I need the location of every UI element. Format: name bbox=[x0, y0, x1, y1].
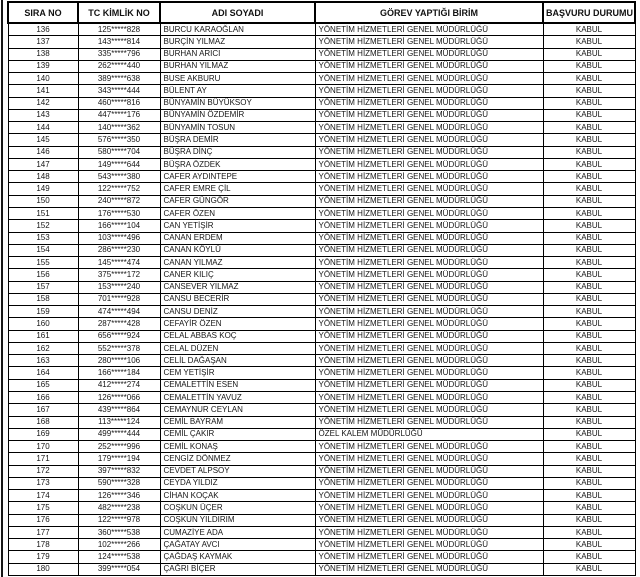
table-row bbox=[8, 36, 635, 48]
cell-sira-no: 143 bbox=[8, 109, 78, 121]
cell-basvuru-durumu: KABUL bbox=[543, 122, 635, 134]
cell-basvuru-durumu: KABUL bbox=[543, 257, 635, 269]
cell-tc-kimlik-no: 576*****350 bbox=[78, 134, 160, 146]
cell-adi-soyadi: BÜNYAMİN TOSUN bbox=[160, 122, 315, 134]
cell-gorev-birim: YÖNETİM HİZMETLERİ GENEL MÜDÜRLÜĞÜ bbox=[315, 48, 543, 60]
cell-basvuru-durumu: KABUL bbox=[543, 220, 635, 232]
cell-sira-no: 176 bbox=[8, 514, 78, 526]
cell-gorev-birim: YÖNETİM HİZMETLERİ GENEL MÜDÜRLÜĞÜ bbox=[315, 183, 543, 195]
cell-tc-kimlik-no: 140*****362 bbox=[78, 122, 160, 134]
table-row bbox=[8, 391, 635, 403]
cell-adi-soyadi: CEMALETTİN YAVUZ bbox=[160, 391, 315, 403]
column-header-gorev-birim: GÖREV YAPTIĞI BİRİM bbox=[315, 2, 543, 23]
cell-sira-no: 138 bbox=[8, 48, 78, 60]
cell-adi-soyadi: CEMAYNUR CEYLAN bbox=[160, 404, 315, 416]
table-row bbox=[8, 441, 635, 453]
cell-gorev-birim: YÖNETİM HİZMETLERİ GENEL MÜDÜRLÜĞÜ bbox=[315, 416, 543, 428]
cell-basvuru-durumu: KABUL bbox=[543, 453, 635, 465]
cell-sira-no: 178 bbox=[8, 539, 78, 551]
cell-adi-soyadi: CAFER EMRE ÇİL bbox=[160, 183, 315, 195]
cell-sira-no: 153 bbox=[8, 232, 78, 244]
table-row bbox=[8, 269, 635, 281]
cell-tc-kimlik-no: 460*****816 bbox=[78, 97, 160, 109]
cell-basvuru-durumu: KABUL bbox=[543, 232, 635, 244]
cell-adi-soyadi: CANAN ERDEM bbox=[160, 232, 315, 244]
cell-adi-soyadi: BÜNYAMİN ÖZDEMİR bbox=[160, 109, 315, 121]
cell-basvuru-durumu: KABUL bbox=[543, 441, 635, 453]
cell-tc-kimlik-no: 447*****176 bbox=[78, 109, 160, 121]
cell-tc-kimlik-no: 143*****814 bbox=[78, 36, 160, 48]
cell-basvuru-durumu: KABUL bbox=[543, 502, 635, 514]
table-body bbox=[8, 23, 635, 576]
cell-gorev-birim: YÖNETİM HİZMETLERİ GENEL MÜDÜRLÜĞÜ bbox=[315, 391, 543, 403]
table-row bbox=[8, 453, 635, 465]
cell-sira-no: 152 bbox=[8, 220, 78, 232]
cell-adi-soyadi: CELİL DAĞAŞAN bbox=[160, 355, 315, 367]
cell-adi-soyadi: CEMİL KONAŞ bbox=[160, 441, 315, 453]
cell-tc-kimlik-no: 412*****274 bbox=[78, 379, 160, 391]
cell-basvuru-durumu: KABUL bbox=[543, 514, 635, 526]
cell-sira-no: 145 bbox=[8, 134, 78, 146]
cell-basvuru-durumu: KABUL bbox=[543, 60, 635, 72]
cell-sira-no: 136 bbox=[8, 23, 78, 36]
cell-adi-soyadi: BURHAN ARICI bbox=[160, 48, 315, 60]
cell-tc-kimlik-no: 474*****494 bbox=[78, 306, 160, 318]
cell-sira-no: 160 bbox=[8, 318, 78, 330]
table-row bbox=[8, 23, 635, 36]
cell-basvuru-durumu: KABUL bbox=[543, 477, 635, 489]
cell-gorev-birim: YÖNETİM HİZMETLERİ GENEL MÜDÜRLÜĞÜ bbox=[315, 257, 543, 269]
cell-basvuru-durumu: KABUL bbox=[543, 416, 635, 428]
cell-adi-soyadi: BÜŞRA ÖZDEK bbox=[160, 158, 315, 170]
cell-gorev-birim: YÖNETİM HİZMETLERİ GENEL MÜDÜRLÜĞÜ bbox=[315, 441, 543, 453]
cell-gorev-birim: YÖNETİM HİZMETLERİ GENEL MÜDÜRLÜĞÜ bbox=[315, 342, 543, 354]
cell-tc-kimlik-no: 262*****440 bbox=[78, 60, 160, 72]
table-row bbox=[8, 73, 635, 85]
cell-gorev-birim: ÖZEL KALEM MÜDÜRLÜĞÜ bbox=[315, 428, 543, 440]
cell-sira-no: 151 bbox=[8, 207, 78, 219]
cell-tc-kimlik-no: 335*****796 bbox=[78, 48, 160, 60]
applications-table bbox=[7, 1, 636, 576]
cell-sira-no: 179 bbox=[8, 551, 78, 563]
cell-adi-soyadi: CUMAZİYE ADA bbox=[160, 526, 315, 538]
column-header-adi-soyadi: ADI SOYADI bbox=[160, 2, 315, 23]
table-row bbox=[8, 146, 635, 158]
cell-gorev-birim: YÖNETİM HİZMETLERİ GENEL MÜDÜRLÜĞÜ bbox=[315, 281, 543, 293]
cell-gorev-birim: YÖNETİM HİZMETLERİ GENEL MÜDÜRLÜĞÜ bbox=[315, 158, 543, 170]
cell-gorev-birim: YÖNETİM HİZMETLERİ GENEL MÜDÜRLÜĞÜ bbox=[315, 97, 543, 109]
cell-adi-soyadi: BÜŞRA DİNÇ bbox=[160, 146, 315, 158]
cell-adi-soyadi: BUSE AKBURU bbox=[160, 73, 315, 85]
table-row bbox=[8, 293, 635, 305]
cell-sira-no: 165 bbox=[8, 379, 78, 391]
cell-sira-no: 156 bbox=[8, 269, 78, 281]
cell-adi-soyadi: CANER KILIÇ bbox=[160, 269, 315, 281]
cell-gorev-birim: YÖNETİM HİZMETLERİ GENEL MÜDÜRLÜĞÜ bbox=[315, 244, 543, 256]
cell-adi-soyadi: CEMALETTİN ESEN bbox=[160, 379, 315, 391]
cell-tc-kimlik-no: 389*****638 bbox=[78, 73, 160, 85]
cell-gorev-birim: YÖNETİM HİZMETLERİ GENEL MÜDÜRLÜĞÜ bbox=[315, 171, 543, 183]
cell-sira-no: 147 bbox=[8, 158, 78, 170]
cell-sira-no: 172 bbox=[8, 465, 78, 477]
cell-tc-kimlik-no: 126*****066 bbox=[78, 391, 160, 403]
cell-gorev-birim: YÖNETİM HİZMETLERİ GENEL MÜDÜRLÜĞÜ bbox=[315, 134, 543, 146]
cell-adi-soyadi: CAFER GÜNGÖR bbox=[160, 195, 315, 207]
cell-tc-kimlik-no: 145*****474 bbox=[78, 257, 160, 269]
cell-tc-kimlik-no: 124*****538 bbox=[78, 551, 160, 563]
cell-gorev-birim: YÖNETİM HİZMETLERİ GENEL MÜDÜRLÜĞÜ bbox=[315, 514, 543, 526]
cell-sira-no: 162 bbox=[8, 342, 78, 354]
table-row bbox=[8, 355, 635, 367]
cell-adi-soyadi: CEMİL BAYRAM bbox=[160, 416, 315, 428]
cell-basvuru-durumu: KABUL bbox=[543, 318, 635, 330]
cell-gorev-birim: YÖNETİM HİZMETLERİ GENEL MÜDÜRLÜĞÜ bbox=[315, 109, 543, 121]
cell-tc-kimlik-no: 126*****346 bbox=[78, 490, 160, 502]
cell-basvuru-durumu: KABUL bbox=[543, 195, 635, 207]
cell-sira-no: 169 bbox=[8, 428, 78, 440]
cell-tc-kimlik-no: 590*****328 bbox=[78, 477, 160, 489]
cell-basvuru-durumu: KABUL bbox=[543, 404, 635, 416]
table-row bbox=[8, 342, 635, 354]
cell-gorev-birim: YÖNETİM HİZMETLERİ GENEL MÜDÜRLÜĞÜ bbox=[315, 490, 543, 502]
cell-gorev-birim: YÖNETİM HİZMETLERİ GENEL MÜDÜRLÜĞÜ bbox=[315, 355, 543, 367]
table-row bbox=[8, 60, 635, 72]
cell-basvuru-durumu: KABUL bbox=[543, 109, 635, 121]
cell-sira-no: 150 bbox=[8, 195, 78, 207]
cell-sira-no: 171 bbox=[8, 453, 78, 465]
cell-gorev-birim: YÖNETİM HİZMETLERİ GENEL MÜDÜRLÜĞÜ bbox=[315, 318, 543, 330]
cell-tc-kimlik-no: 360*****538 bbox=[78, 526, 160, 538]
table-row bbox=[8, 207, 635, 219]
cell-basvuru-durumu: KABUL bbox=[543, 563, 635, 575]
cell-tc-kimlik-no: 375*****172 bbox=[78, 269, 160, 281]
cell-gorev-birim: YÖNETİM HİZMETLERİ GENEL MÜDÜRLÜĞÜ bbox=[315, 306, 543, 318]
cell-basvuru-durumu: KABUL bbox=[543, 428, 635, 440]
cell-basvuru-durumu: KABUL bbox=[543, 379, 635, 391]
cell-sira-no: 166 bbox=[8, 391, 78, 403]
cell-sira-no: 175 bbox=[8, 502, 78, 514]
cell-adi-soyadi: CAFER ÖZEN bbox=[160, 207, 315, 219]
cell-sira-no: 170 bbox=[8, 441, 78, 453]
cell-gorev-birim: YÖNETİM HİZMETLERİ GENEL MÜDÜRLÜĞÜ bbox=[315, 146, 543, 158]
cell-adi-soyadi: CANAN KÖYLÜ bbox=[160, 244, 315, 256]
cell-tc-kimlik-no: 399*****054 bbox=[78, 563, 160, 575]
column-header-basvuru-durumu: BAŞVURU DURUMU bbox=[543, 2, 635, 23]
cell-gorev-birim: YÖNETİM HİZMETLERİ GENEL MÜDÜRLÜĞÜ bbox=[315, 551, 543, 563]
column-header-tc-kimlik-no: TC KİMLİK NO bbox=[78, 2, 160, 23]
table-row bbox=[8, 379, 635, 391]
cell-adi-soyadi: CEYDA YILDIZ bbox=[160, 477, 315, 489]
cell-basvuru-durumu: KABUL bbox=[543, 293, 635, 305]
cell-basvuru-durumu: KABUL bbox=[543, 183, 635, 195]
cell-tc-kimlik-no: 280*****106 bbox=[78, 355, 160, 367]
cell-gorev-birim: YÖNETİM HİZMETLERİ GENEL MÜDÜRLÜĞÜ bbox=[315, 220, 543, 232]
cell-adi-soyadi: ÇAĞATAY AVCI bbox=[160, 539, 315, 551]
table-row bbox=[8, 539, 635, 551]
cell-adi-soyadi: COŞKUN ÜÇER bbox=[160, 502, 315, 514]
cell-gorev-birim: YÖNETİM HİZMETLERİ GENEL MÜDÜRLÜĞÜ bbox=[315, 36, 543, 48]
cell-sira-no: 161 bbox=[8, 330, 78, 342]
table-row bbox=[8, 477, 635, 489]
cell-tc-kimlik-no: 701*****928 bbox=[78, 293, 160, 305]
cell-basvuru-durumu: KABUL bbox=[543, 551, 635, 563]
cell-adi-soyadi: CELAL DÜZEN bbox=[160, 342, 315, 354]
cell-tc-kimlik-no: 240*****872 bbox=[78, 195, 160, 207]
cell-basvuru-durumu: KABUL bbox=[543, 306, 635, 318]
cell-basvuru-durumu: KABUL bbox=[543, 158, 635, 170]
table-row bbox=[8, 85, 635, 97]
cell-basvuru-durumu: KABUL bbox=[543, 244, 635, 256]
cell-sira-no: 159 bbox=[8, 306, 78, 318]
table-row bbox=[8, 232, 635, 244]
cell-tc-kimlik-no: 439*****864 bbox=[78, 404, 160, 416]
cell-basvuru-durumu: KABUL bbox=[543, 97, 635, 109]
cell-adi-soyadi: CAFER AYDINTEPE bbox=[160, 171, 315, 183]
cell-sira-no: 149 bbox=[8, 183, 78, 195]
cell-basvuru-durumu: KABUL bbox=[543, 171, 635, 183]
cell-adi-soyadi: CAN YETİŞİR bbox=[160, 220, 315, 232]
cell-adi-soyadi: CEVDET ALPSOY bbox=[160, 465, 315, 477]
table-row bbox=[8, 195, 635, 207]
table-row bbox=[8, 306, 635, 318]
cell-tc-kimlik-no: 153*****240 bbox=[78, 281, 160, 293]
table-row bbox=[8, 109, 635, 121]
cell-sira-no: 140 bbox=[8, 73, 78, 85]
cell-basvuru-durumu: KABUL bbox=[543, 146, 635, 158]
cell-sira-no: 144 bbox=[8, 122, 78, 134]
cell-tc-kimlik-no: 166*****184 bbox=[78, 367, 160, 379]
cell-tc-kimlik-no: 149*****644 bbox=[78, 158, 160, 170]
cell-basvuru-durumu: KABUL bbox=[543, 367, 635, 379]
cell-tc-kimlik-no: 113*****124 bbox=[78, 416, 160, 428]
cell-sira-no: 146 bbox=[8, 146, 78, 158]
table-row bbox=[8, 514, 635, 526]
cell-sira-no: 168 bbox=[8, 416, 78, 428]
cell-tc-kimlik-no: 397*****832 bbox=[78, 465, 160, 477]
cell-basvuru-durumu: KABUL bbox=[543, 526, 635, 538]
cell-sira-no: 173 bbox=[8, 477, 78, 489]
cell-adi-soyadi: ÇAĞRI BİÇER bbox=[160, 563, 315, 575]
table-row bbox=[8, 551, 635, 563]
cell-gorev-birim: YÖNETİM HİZMETLERİ GENEL MÜDÜRLÜĞÜ bbox=[315, 379, 543, 391]
cell-tc-kimlik-no: 125*****828 bbox=[78, 23, 160, 36]
table-row bbox=[8, 122, 635, 134]
table-row bbox=[8, 416, 635, 428]
cell-basvuru-durumu: KABUL bbox=[543, 36, 635, 48]
cell-tc-kimlik-no: 286*****230 bbox=[78, 244, 160, 256]
cell-sira-no: 148 bbox=[8, 171, 78, 183]
cell-sira-no: 154 bbox=[8, 244, 78, 256]
cell-gorev-birim: YÖNETİM HİZMETLERİ GENEL MÜDÜRLÜĞÜ bbox=[315, 269, 543, 281]
cell-gorev-birim: YÖNETİM HİZMETLERİ GENEL MÜDÜRLÜĞÜ bbox=[315, 453, 543, 465]
table-row bbox=[8, 490, 635, 502]
cell-sira-no: 164 bbox=[8, 367, 78, 379]
cell-tc-kimlik-no: 482*****238 bbox=[78, 502, 160, 514]
header-row bbox=[8, 2, 635, 23]
cell-gorev-birim: YÖNETİM HİZMETLERİ GENEL MÜDÜRLÜĞÜ bbox=[315, 60, 543, 72]
cell-gorev-birim: YÖNETİM HİZMETLERİ GENEL MÜDÜRLÜĞÜ bbox=[315, 465, 543, 477]
cell-gorev-birim: YÖNETİM HİZMETLERİ GENEL MÜDÜRLÜĞÜ bbox=[315, 477, 543, 489]
cell-gorev-birim: YÖNETİM HİZMETLERİ GENEL MÜDÜRLÜĞÜ bbox=[315, 404, 543, 416]
table-row bbox=[8, 48, 635, 60]
cell-gorev-birim: YÖNETİM HİZMETLERİ GENEL MÜDÜRLÜĞÜ bbox=[315, 232, 543, 244]
cell-sira-no: 167 bbox=[8, 404, 78, 416]
table-row bbox=[8, 563, 635, 575]
cell-basvuru-durumu: KABUL bbox=[543, 391, 635, 403]
cell-adi-soyadi: ÇAĞDAŞ KAYMAK bbox=[160, 551, 315, 563]
page-left-border-line bbox=[1, 0, 3, 577]
cell-basvuru-durumu: KABUL bbox=[543, 134, 635, 146]
table-row bbox=[8, 257, 635, 269]
cell-adi-soyadi: CANSU BECERİR bbox=[160, 293, 315, 305]
cell-basvuru-durumu: KABUL bbox=[543, 48, 635, 60]
cell-gorev-birim: YÖNETİM HİZMETLERİ GENEL MÜDÜRLÜĞÜ bbox=[315, 207, 543, 219]
cell-tc-kimlik-no: 176*****530 bbox=[78, 207, 160, 219]
table-row bbox=[8, 158, 635, 170]
cell-adi-soyadi: BÜŞRA DEMİR bbox=[160, 134, 315, 146]
cell-sira-no: 163 bbox=[8, 355, 78, 367]
cell-tc-kimlik-no: 499*****444 bbox=[78, 428, 160, 440]
cell-tc-kimlik-no: 656*****924 bbox=[78, 330, 160, 342]
cell-sira-no: 158 bbox=[8, 293, 78, 305]
cell-basvuru-durumu: KABUL bbox=[543, 342, 635, 354]
cell-sira-no: 155 bbox=[8, 257, 78, 269]
cell-tc-kimlik-no: 103*****496 bbox=[78, 232, 160, 244]
table-header bbox=[8, 2, 635, 23]
cell-gorev-birim: YÖNETİM HİZMETLERİ GENEL MÜDÜRLÜĞÜ bbox=[315, 73, 543, 85]
cell-gorev-birim: YÖNETİM HİZMETLERİ GENEL MÜDÜRLÜĞÜ bbox=[315, 23, 543, 36]
cell-tc-kimlik-no: 580*****704 bbox=[78, 146, 160, 158]
cell-basvuru-durumu: KABUL bbox=[543, 23, 635, 36]
cell-sira-no: 174 bbox=[8, 490, 78, 502]
cell-adi-soyadi: COŞKUN YILDIRIM bbox=[160, 514, 315, 526]
cell-basvuru-durumu: KABUL bbox=[543, 73, 635, 85]
cell-tc-kimlik-no: 552*****378 bbox=[78, 342, 160, 354]
table-row bbox=[8, 171, 635, 183]
table-row bbox=[8, 526, 635, 538]
cell-adi-soyadi: BÜNYAMİN BÜYÜKSOY bbox=[160, 97, 315, 109]
cell-sira-no: 142 bbox=[8, 97, 78, 109]
table-row bbox=[8, 318, 635, 330]
cell-adi-soyadi: BÜLENT AY bbox=[160, 85, 315, 97]
cell-adi-soyadi: CENGİZ DÖNMEZ bbox=[160, 453, 315, 465]
table-row bbox=[8, 220, 635, 232]
table-row bbox=[8, 244, 635, 256]
cell-tc-kimlik-no: 122*****752 bbox=[78, 183, 160, 195]
table-row bbox=[8, 502, 635, 514]
cell-gorev-birim: YÖNETİM HİZMETLERİ GENEL MÜDÜRLÜĞÜ bbox=[315, 122, 543, 134]
cell-basvuru-durumu: KABUL bbox=[543, 355, 635, 367]
cell-adi-soyadi: CEM YETİŞİR bbox=[160, 367, 315, 379]
cell-tc-kimlik-no: 252*****996 bbox=[78, 441, 160, 453]
cell-basvuru-durumu: KABUL bbox=[543, 207, 635, 219]
cell-basvuru-durumu: KABUL bbox=[543, 269, 635, 281]
table-row bbox=[8, 134, 635, 146]
cell-adi-soyadi: BURHAN YILMAZ bbox=[160, 60, 315, 72]
table-row bbox=[8, 465, 635, 477]
cell-gorev-birim: YÖNETİM HİZMETLERİ GENEL MÜDÜRLÜĞÜ bbox=[315, 293, 543, 305]
table-row bbox=[8, 367, 635, 379]
cell-adi-soyadi: CANAN YILMAZ bbox=[160, 257, 315, 269]
cell-adi-soyadi: BURÇİN YILMAZ bbox=[160, 36, 315, 48]
cell-tc-kimlik-no: 179*****194 bbox=[78, 453, 160, 465]
cell-gorev-birim: YÖNETİM HİZMETLERİ GENEL MÜDÜRLÜĞÜ bbox=[315, 367, 543, 379]
cell-tc-kimlik-no: 166*****104 bbox=[78, 220, 160, 232]
cell-gorev-birim: YÖNETİM HİZMETLERİ GENEL MÜDÜRLÜĞÜ bbox=[315, 563, 543, 575]
cell-gorev-birim: YÖNETİM HİZMETLERİ GENEL MÜDÜRLÜĞÜ bbox=[315, 526, 543, 538]
cell-gorev-birim: YÖNETİM HİZMETLERİ GENEL MÜDÜRLÜĞÜ bbox=[315, 330, 543, 342]
cell-sira-no: 137 bbox=[8, 36, 78, 48]
cell-basvuru-durumu: KABUL bbox=[543, 85, 635, 97]
table-row bbox=[8, 428, 635, 440]
table-row bbox=[8, 404, 635, 416]
table-row bbox=[8, 281, 635, 293]
cell-basvuru-durumu: KABUL bbox=[543, 465, 635, 477]
cell-adi-soyadi: CEFAYİR ÖZEN bbox=[160, 318, 315, 330]
cell-adi-soyadi: CİHAN KOÇAK bbox=[160, 490, 315, 502]
cell-basvuru-durumu: KABUL bbox=[543, 490, 635, 502]
cell-adi-soyadi: BURCU KARAOĞLAN bbox=[160, 23, 315, 36]
table-row bbox=[8, 330, 635, 342]
cell-basvuru-durumu: KABUL bbox=[543, 539, 635, 551]
cell-sira-no: 180 bbox=[8, 563, 78, 575]
cell-adi-soyadi: CANSU DENİZ bbox=[160, 306, 315, 318]
cell-basvuru-durumu: KABUL bbox=[543, 330, 635, 342]
cell-tc-kimlik-no: 102*****266 bbox=[78, 539, 160, 551]
cell-sira-no: 157 bbox=[8, 281, 78, 293]
cell-sira-no: 177 bbox=[8, 526, 78, 538]
cell-gorev-birim: YÖNETİM HİZMETLERİ GENEL MÜDÜRLÜĞÜ bbox=[315, 539, 543, 551]
cell-sira-no: 141 bbox=[8, 85, 78, 97]
column-header-sira-no: SIRA NO bbox=[8, 2, 78, 23]
cell-tc-kimlik-no: 543*****380 bbox=[78, 171, 160, 183]
cell-tc-kimlik-no: 122*****978 bbox=[78, 514, 160, 526]
table-row bbox=[8, 183, 635, 195]
cell-tc-kimlik-no: 287*****428 bbox=[78, 318, 160, 330]
table-row bbox=[8, 97, 635, 109]
cell-sira-no: 139 bbox=[8, 60, 78, 72]
cell-basvuru-durumu: KABUL bbox=[543, 281, 635, 293]
cell-adi-soyadi: CELAL ABBAS KOÇ bbox=[160, 330, 315, 342]
cell-gorev-birim: YÖNETİM HİZMETLERİ GENEL MÜDÜRLÜĞÜ bbox=[315, 85, 543, 97]
cell-gorev-birim: YÖNETİM HİZMETLERİ GENEL MÜDÜRLÜĞÜ bbox=[315, 195, 543, 207]
cell-adi-soyadi: CEMİL ÇAKIR bbox=[160, 428, 315, 440]
cell-adi-soyadi: CANSEVER YILMAZ bbox=[160, 281, 315, 293]
cell-gorev-birim: YÖNETİM HİZMETLERİ GENEL MÜDÜRLÜĞÜ bbox=[315, 502, 543, 514]
cell-tc-kimlik-no: 343*****444 bbox=[78, 85, 160, 97]
